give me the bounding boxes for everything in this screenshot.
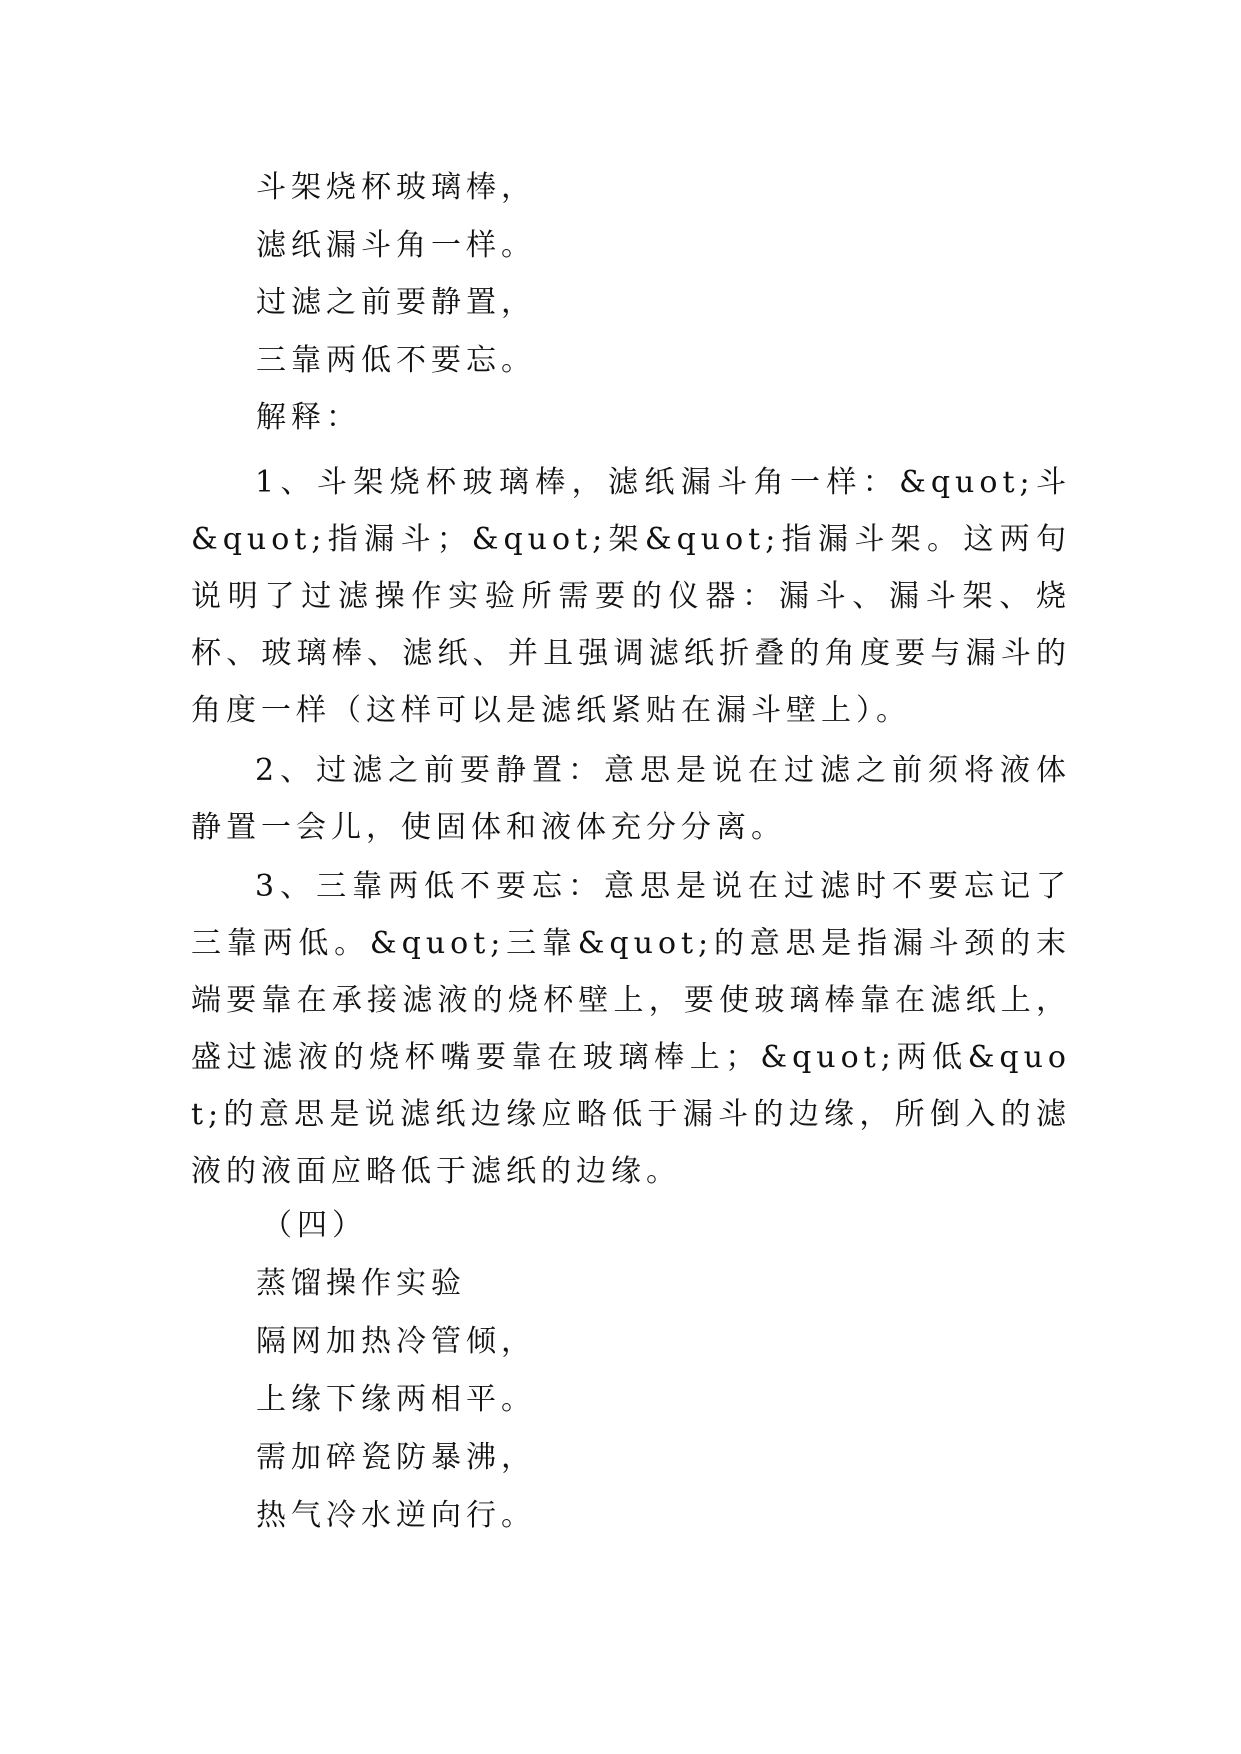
verse-line-4: 三靠两低不要忘。	[256, 343, 536, 378]
section-verse-line-3: 需加碎瓷防暴沸，	[256, 1440, 536, 1475]
explanation-paragraph-3: 3、三靠两低不要忘：意思是说在过滤时不要忘记了三靠两低。&quot;三靠&quot;的意思是指漏斗颈的末端要靠在承接滤液的烧杯壁上，要使玻璃棒靠在滤纸上，盛过滤液的烧杯嘴要靠在玻璃棒上；&quot;两低&quot;的意思是说滤纸边缘应略低于漏斗的边缘，所倒入的滤液的液面应略低于滤纸的边缘。	[191, 869, 1071, 1189]
explanation-paragraph-2: 2、过滤之前要静置：意思是说在过滤之前须将液体静置一会儿，使固体和液体充分分离。	[191, 753, 1071, 845]
section-verse-line-1: 隔网加热冷管倾，	[256, 1324, 536, 1359]
explanation-paragraph-1: 1、斗架烧杯玻璃棒，滤纸漏斗角一样：&quot;斗&quot;指漏斗；&quot;架&quot;指漏斗架。这两句说明了过滤操作实验所需要的仪器：漏斗、漏斗架、烧杯、玻璃棒、滤纸、并且强调滤纸折叠的角度要与漏斗的角度一样（这样可以是滤纸紧贴在漏斗壁上）。	[191, 465, 1071, 728]
section-verse-line-2: 上缘下缘两相平。	[256, 1382, 536, 1417]
verse-line-1: 斗架烧杯玻璃棒，	[256, 170, 536, 205]
section-title: 蒸馏操作实验	[256, 1266, 466, 1301]
section-verse-line-4: 热气冷水逆向行。	[256, 1498, 536, 1533]
section-number: （四）	[262, 1208, 367, 1243]
verse-line-2: 滤纸漏斗角一样。	[256, 228, 536, 263]
explanation-heading: 解释：	[256, 400, 361, 435]
verse-line-3: 过滤之前要静置，	[256, 285, 536, 320]
